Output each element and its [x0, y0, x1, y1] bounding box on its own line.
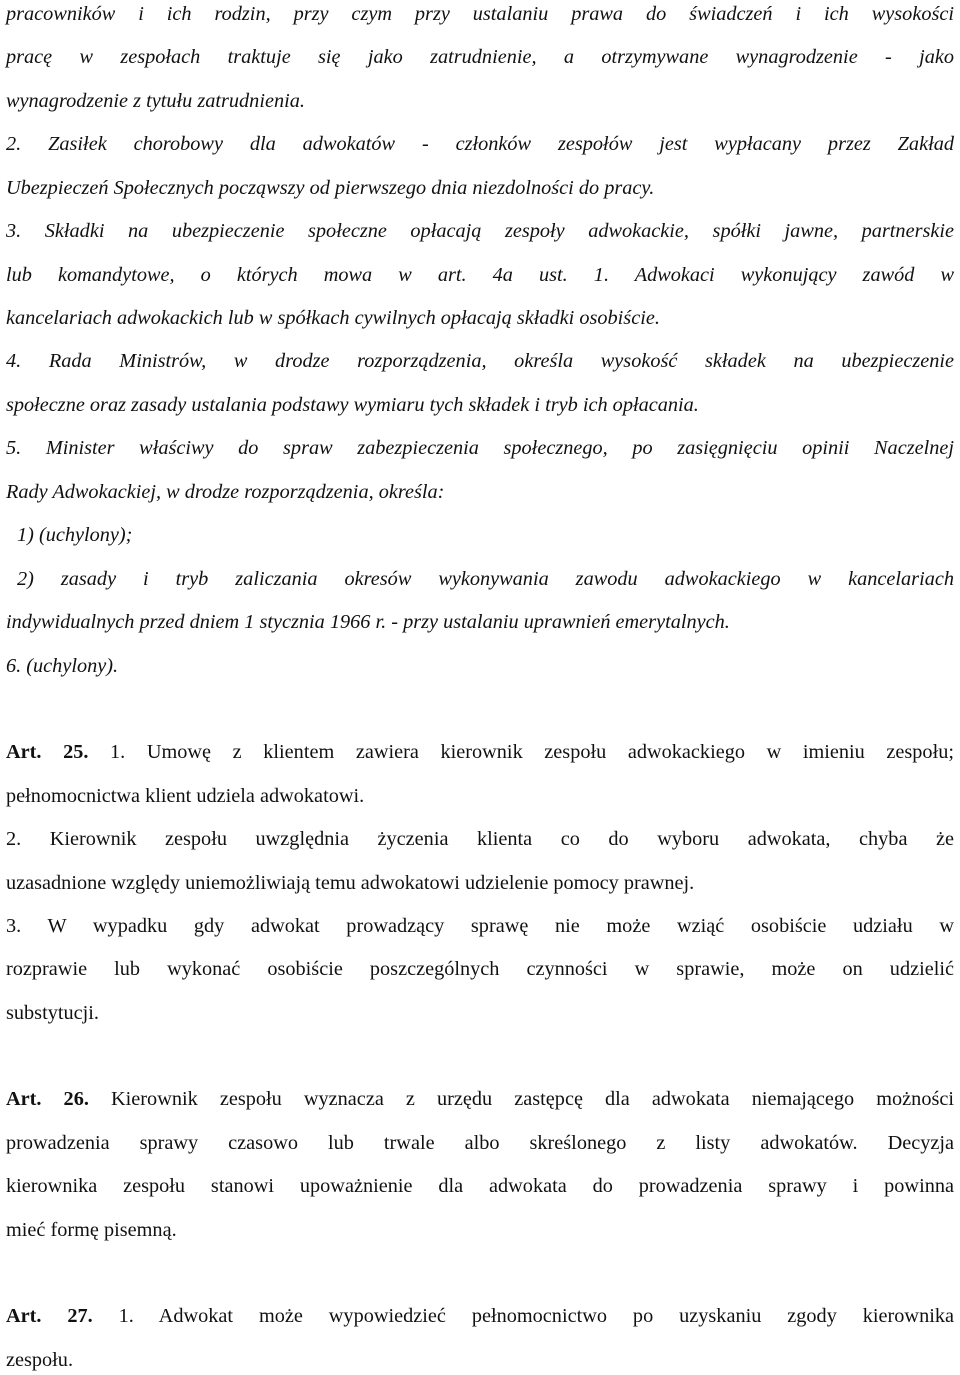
text-line: 6. (uchylony).: [6, 655, 119, 677]
text-line: prowadzenia sprawy czasowo lub trwale albo skreślonego z listy adwokatów. Decyzja: [6, 1132, 954, 1154]
article-25-line: [6, 739, 954, 765]
text-line: 3. W wypadku gdy adwokat prowadzący sprawę nie może wziąć osobiście udziału w: [6, 915, 954, 937]
text-line: 5. Minister właściwy do spraw zabezpieczenia społecznego, po zasięgnięciu opinii Naczelnej: [6, 437, 954, 459]
text-line: 4. Rada Ministrów, w drodze rozporządzenia, określa wysokość składek na ubezpieczenie: [6, 350, 954, 372]
article-text: 1. Umowę z klientem zawiera kierownik zespołu adwokackiego w imieniu zespołu;: [88, 741, 954, 763]
text-line: lub komandytowe, o których mowa w art. 4a ust. 1. Adwokaci wykonujący zawód w: [6, 264, 954, 286]
text-line: zespołu.: [6, 1349, 74, 1371]
text-line: 2. Zasiłek chorobowy dla adwokatów - członków zespołów jest wypłacany przez Zakład: [6, 133, 954, 155]
text-line: pracę w zespołach traktuje się jako zatrudnienie, a otrzymywane wynagrodzenie - jako: [6, 46, 954, 68]
text-line: kancelariach adwokackich lub w spółkach cywilnych opłacają składki osobiście.: [6, 307, 660, 329]
text-line: kierownika zespołu stanowi upoważnienie dla adwokata do prowadzenia sprawy i powinna: [6, 1175, 954, 1197]
article-27-line: [6, 1303, 954, 1329]
text-line: pracowników i ich rodzin, przy czym przy ustalaniu prawa do świadczeń i ich wysokości: [6, 3, 954, 25]
article-text: Kierownik zespołu wyznacza z urzędu zastępcę dla adwokata niemającego możności: [88, 1088, 954, 1110]
list-item: 2) zasady i tryb zaliczania okresów wykonywania zawodu adwokackiego w kancelariach: [17, 568, 954, 590]
article-heading: Art. 26.: [6, 1088, 89, 1110]
text-line: rozprawie lub wykonać osobiście poszczególnych czynności w sprawie, może on udzielić: [6, 958, 954, 980]
text-line: mieć formę pisemną.: [6, 1219, 177, 1241]
text-line: uzasadnione względy uniemożliwiają temu adwokatowi udzielenie pomocy prawnej.: [6, 872, 695, 894]
text-line: indywidualnych przed dniem 1 stycznia 1966 r. - przy ustalaniu uprawnień emerytalnych.: [6, 611, 730, 633]
text-line: wynagrodzenie z tytułu zatrudnienia.: [6, 90, 305, 112]
article-text: 1. Adwokat może wypowiedzieć pełnomocnictwo po uzyskaniu zgody kierownika: [92, 1305, 954, 1327]
text-line: Rady Adwokackiej, w drodze rozporządzenia, określa:: [6, 481, 445, 503]
article-heading: Art. 27.: [6, 1305, 93, 1327]
text-line: substytucji.: [6, 1002, 99, 1024]
article-heading: Art. 25.: [6, 741, 89, 763]
text-line: Ubezpieczeń Społecznych począwszy od pierwszego dnia niezdolności do pracy.: [6, 177, 655, 199]
text-line: pełnomocnictwa klient udziela adwokatowi.: [6, 785, 365, 807]
text-line: społeczne oraz zasady ustalania podstawy wymiaru tych składek i tryb ich opłacania.: [6, 394, 699, 416]
text-line: 2. Kierownik zespołu uwzględnia życzenia klienta co do wyboru adwokata, chyba że: [6, 828, 954, 850]
text-line: 3. Składki na ubezpieczenie społeczne opłacają zespoły adwokackie, spółki jawne, partnerskie: [6, 220, 954, 242]
article-26-line: [6, 1086, 954, 1112]
list-item: 1) (uchylony);: [17, 524, 133, 546]
